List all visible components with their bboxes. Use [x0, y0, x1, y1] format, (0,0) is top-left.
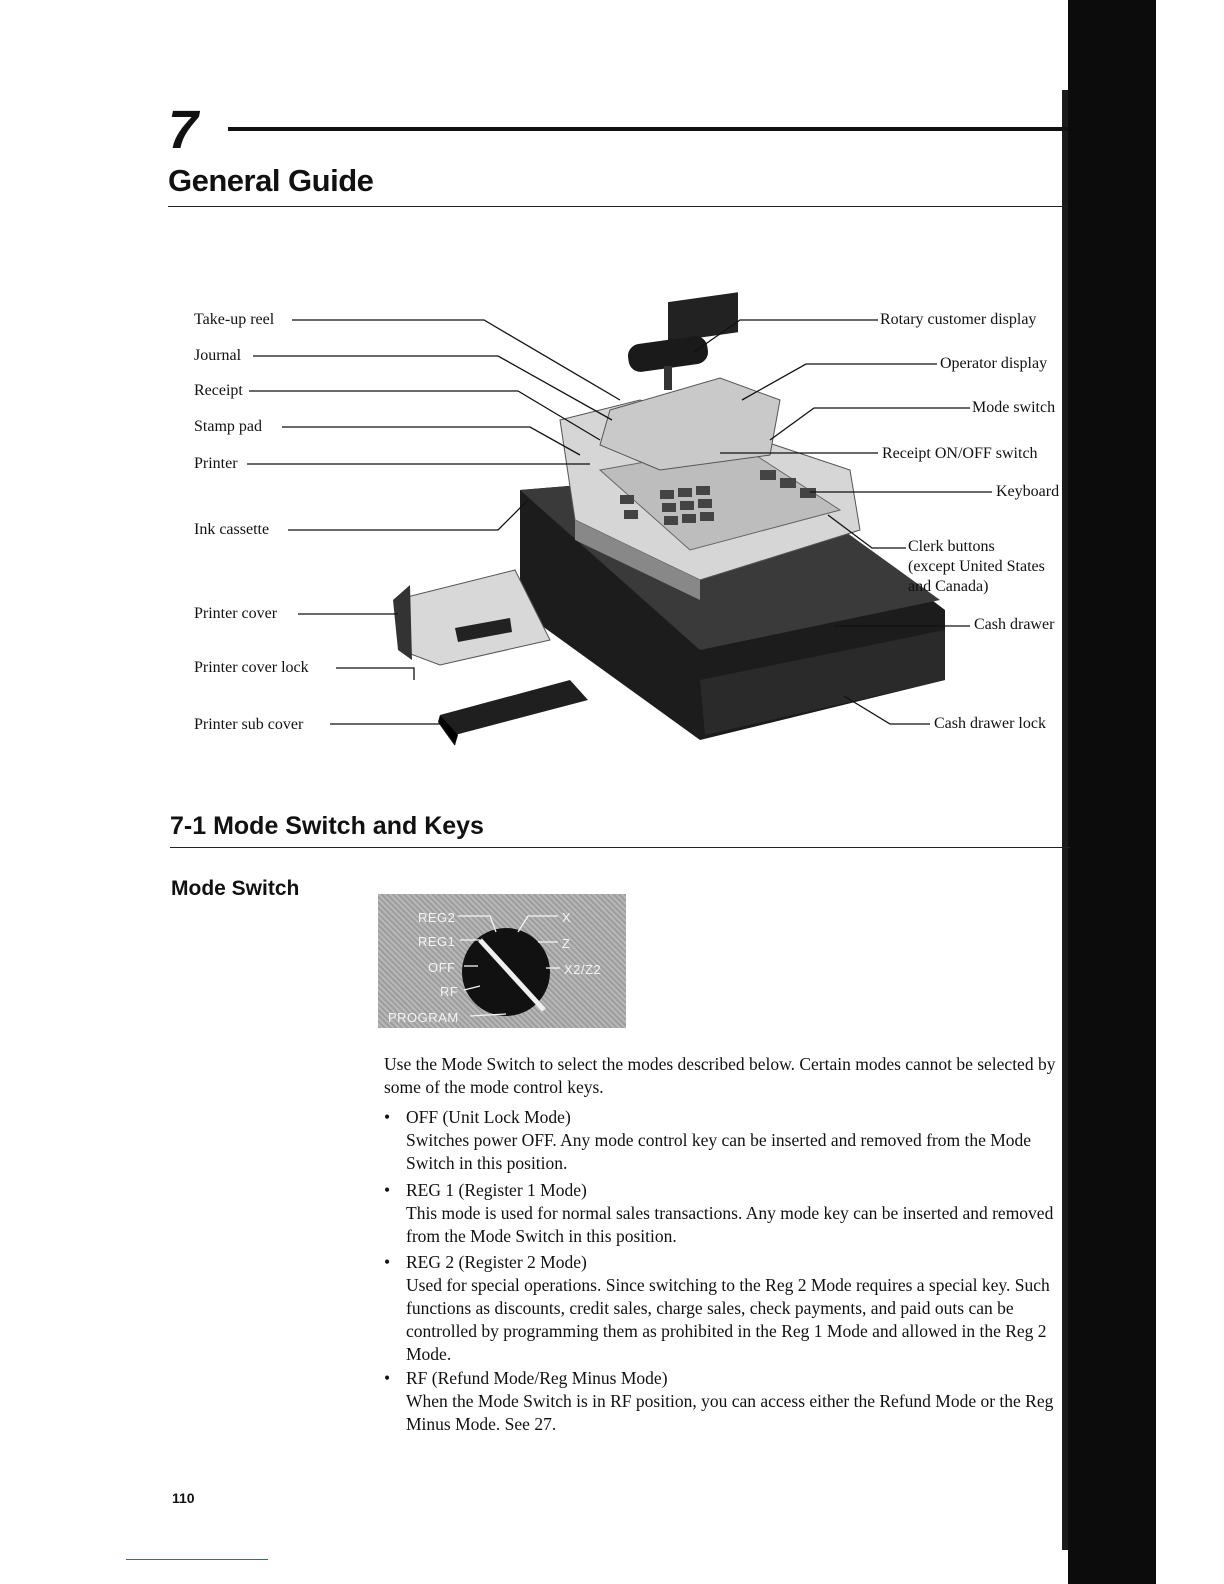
label-clerk-buttons: Clerk buttons: [908, 538, 995, 555]
dial-label-reg1: REG1: [418, 934, 456, 949]
label-receipt: Receipt: [194, 382, 243, 399]
subsection-title: Mode Switch: [171, 877, 300, 900]
label-stamp-pad: Stamp pad: [194, 418, 262, 435]
label-clerk-buttons-note-1: (except United States: [908, 558, 1045, 575]
mode-item-off: [384, 1106, 1068, 1175]
mode-item-heading: REG 1 (Register 1 Mode): [406, 1180, 587, 1200]
mode-switch-photo: [378, 894, 626, 1028]
label-printer-cover: Printer cover: [194, 605, 278, 622]
footer-rule: [126, 1559, 268, 1560]
label-printer: Printer: [194, 455, 238, 472]
label-cash-drawer-lock: Cash drawer lock: [934, 715, 1046, 732]
dial-label-reg2: REG2: [418, 910, 456, 925]
chapter-number: 7: [168, 100, 199, 160]
bullet: •: [384, 1107, 391, 1127]
mode-item-reg2: [384, 1251, 1068, 1366]
label-printer-cover-lock: Printer cover lock: [194, 659, 309, 676]
dial-label-z: Z: [562, 936, 571, 951]
label-receipt-switch: Receipt ON/OFF switch: [882, 445, 1038, 462]
label-journal: Journal: [194, 347, 242, 364]
mode-item-description: Used for special operations. Since switching to the Reg 2 Mode requires a special key. Such functions as discounts, credit sales, charge sales, check payments, and paid outs can be controlled by programming them as prohibited in the Reg 1 Mode and allowed in the Reg 2 Mode.: [406, 1275, 1050, 1364]
dial-label-x: X: [562, 910, 572, 925]
bullet: •: [384, 1368, 391, 1388]
label-ink-cassette: Ink cassette: [194, 521, 270, 538]
mode-dial-graphic: [378, 894, 626, 1028]
mode-item-heading: RF (Refund Mode/Reg Minus Mode): [406, 1368, 668, 1388]
mode-item-heading: REG 2 (Register 2 Mode): [406, 1252, 587, 1272]
label-operator-display: Operator display: [940, 355, 1048, 372]
dial-label-x2-z2: X2/Z2: [564, 962, 602, 977]
dial-label-program: PROGRAM: [388, 1010, 459, 1025]
label-take-up-reel: Take-up reel: [194, 311, 275, 328]
bullet: •: [384, 1180, 391, 1200]
section-title: 7-1 Mode Switch and Keys: [170, 812, 484, 840]
intro-paragraph: Use the Mode Switch to select the modes described below. Certain modes cannot be selected by some of the mode control keys.: [384, 1054, 1056, 1097]
dial-label-rf: RF: [440, 984, 459, 999]
mode-item-description: When the Mode Switch is in RF position, you can access either the Refund Mode or the Reg Minus Mode. See 27.: [406, 1391, 1054, 1434]
mode-item-rf: [384, 1367, 1068, 1436]
label-printer-sub-cover: Printer sub cover: [194, 716, 304, 733]
label-cash-drawer: Cash drawer: [974, 616, 1055, 633]
mode-item-description: This mode is used for normal sales transactions. Any mode key can be inserted and removed from the Mode Switch in this position.: [406, 1203, 1054, 1246]
mode-item-reg1: [384, 1179, 1068, 1248]
label-clerk-buttons-note-2: and Canada): [908, 578, 989, 595]
bullet: •: [384, 1252, 391, 1272]
label-mode-switch: Mode switch: [972, 399, 1056, 416]
dial-label-off: OFF: [428, 960, 456, 975]
mode-item-description: Switches power OFF. Any mode control key can be inserted and removed from the Mode Switch in this position.: [406, 1130, 1032, 1173]
label-rotary-customer-display: Rotary customer display: [880, 311, 1037, 328]
section-rule: [170, 847, 1070, 848]
mode-item-heading: OFF (Unit Lock Mode): [406, 1107, 571, 1127]
chapter-title: General Guide: [168, 163, 374, 198]
page-number: 110: [172, 1490, 195, 1506]
label-keyboard: Keyboard: [996, 483, 1060, 500]
